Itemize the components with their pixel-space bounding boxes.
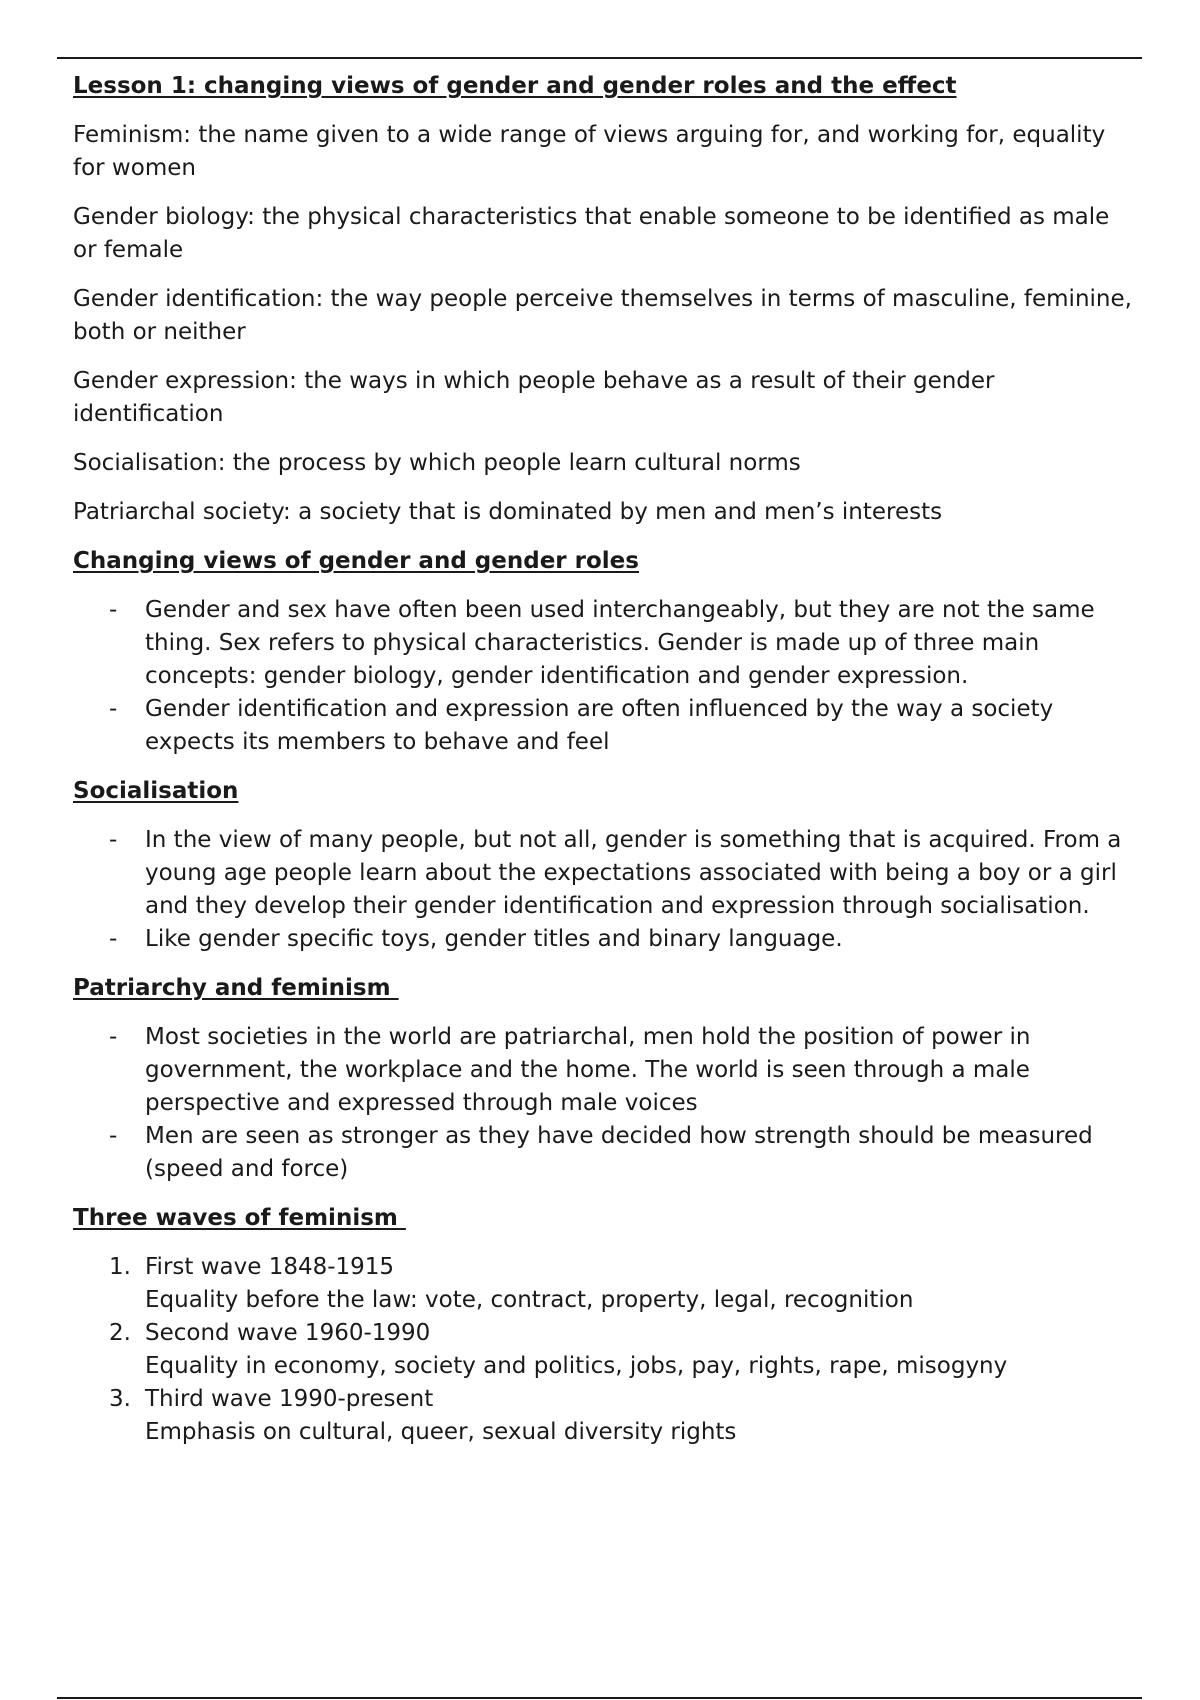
list-item-text: Men are seen as stronger as they have decided how strength should be measured (speed and force)	[145, 1123, 1093, 1182]
dash-bullet: -	[109, 1024, 118, 1050]
definition-feminism: Feminism: the name given to a wide range of views arguing for, and working for, equality for women	[73, 122, 1106, 181]
list-item-text: Most societies in the world are patriarchal, men hold the position of power in government, the workplace and the home. The world is seen through a male perspective and expressed through male voices	[145, 1024, 1031, 1116]
patriarchy-list	[73, 1021, 1133, 1186]
list-item	[73, 1021, 1133, 1120]
wave-detail: Equality in economy, society and politics, jobs, pay, rights, rape, misogyny	[145, 1353, 1008, 1379]
section-heading-socialisation: Socialisation	[73, 778, 239, 804]
definition-gender-biology: Gender biology: the physical characteristics that enable someone to be identified as male or female	[73, 204, 1110, 263]
bottom-rule	[57, 1697, 1142, 1699]
list-item	[73, 1383, 1133, 1449]
wave-title: First wave 1848-1915	[145, 1254, 395, 1280]
section-heading-changing-views: Changing views of gender and gender roles	[73, 548, 639, 574]
wave-title: Second wave 1960-1990	[145, 1320, 431, 1346]
list-number: 2.	[109, 1320, 131, 1346]
list-item-text: Gender and sex have often been used interchangeably, but they are not the same thing. Sex refers to physical characteristics. Gender is made up of three main concepts: gender biology, gender identification and gender expression.	[145, 597, 1095, 689]
list-item	[73, 1120, 1133, 1186]
list-item	[73, 594, 1133, 693]
section-heading-waves: Three waves of feminism	[73, 1205, 406, 1231]
wave-detail: Emphasis on cultural, queer, sexual diversity rights	[145, 1419, 737, 1445]
list-item-text: In the view of many people, but not all, gender is something that is acquired. From a young age people learn about the expectations associated with being a boy or a girl and they develop their gender identification and expression through socialisation.	[145, 827, 1122, 919]
changing-views-list	[73, 594, 1133, 759]
section-heading-patriarchy: Patriarchy and feminism	[73, 975, 399, 1001]
list-item	[73, 923, 1133, 956]
list-item-text: Gender identification and expression are often influenced by the way a society expects its members to behave and feel	[145, 696, 1054, 755]
socialisation-list	[73, 824, 1133, 956]
definition-socialisation: Socialisation: the process by which people learn cultural norms	[73, 450, 801, 476]
definition-gender-identification: Gender identification: the way people perceive themselves in terms of masculine, feminine, both or neither	[73, 286, 1132, 345]
dash-bullet: -	[109, 926, 118, 952]
definition-gender-expression: Gender expression: the ways in which people behave as a result of their gender identification	[73, 368, 995, 427]
list-item	[73, 693, 1133, 759]
dash-bullet: -	[109, 597, 118, 623]
list-item	[73, 1251, 1133, 1317]
dash-bullet: -	[109, 827, 118, 853]
list-item	[73, 824, 1133, 923]
list-number: 1.	[109, 1254, 131, 1280]
document-body	[73, 70, 1133, 1465]
page-title: Lesson 1: changing views of gender and gender roles and the effect	[73, 73, 957, 99]
list-item-text: Like gender specific toys, gender titles and binary language.	[145, 926, 843, 952]
dash-bullet: -	[109, 696, 118, 722]
list-number: 3.	[109, 1386, 131, 1412]
wave-title: Third wave 1990-present	[145, 1386, 434, 1412]
dash-bullet: -	[109, 1123, 118, 1149]
waves-list	[73, 1251, 1133, 1449]
definition-patriarchal-society: Patriarchal society: a society that is dominated by men and men’s interests	[73, 499, 943, 525]
list-item	[73, 1317, 1133, 1383]
wave-detail: Equality before the law: vote, contract, property, legal, recognition	[145, 1287, 914, 1313]
top-rule	[57, 57, 1142, 59]
